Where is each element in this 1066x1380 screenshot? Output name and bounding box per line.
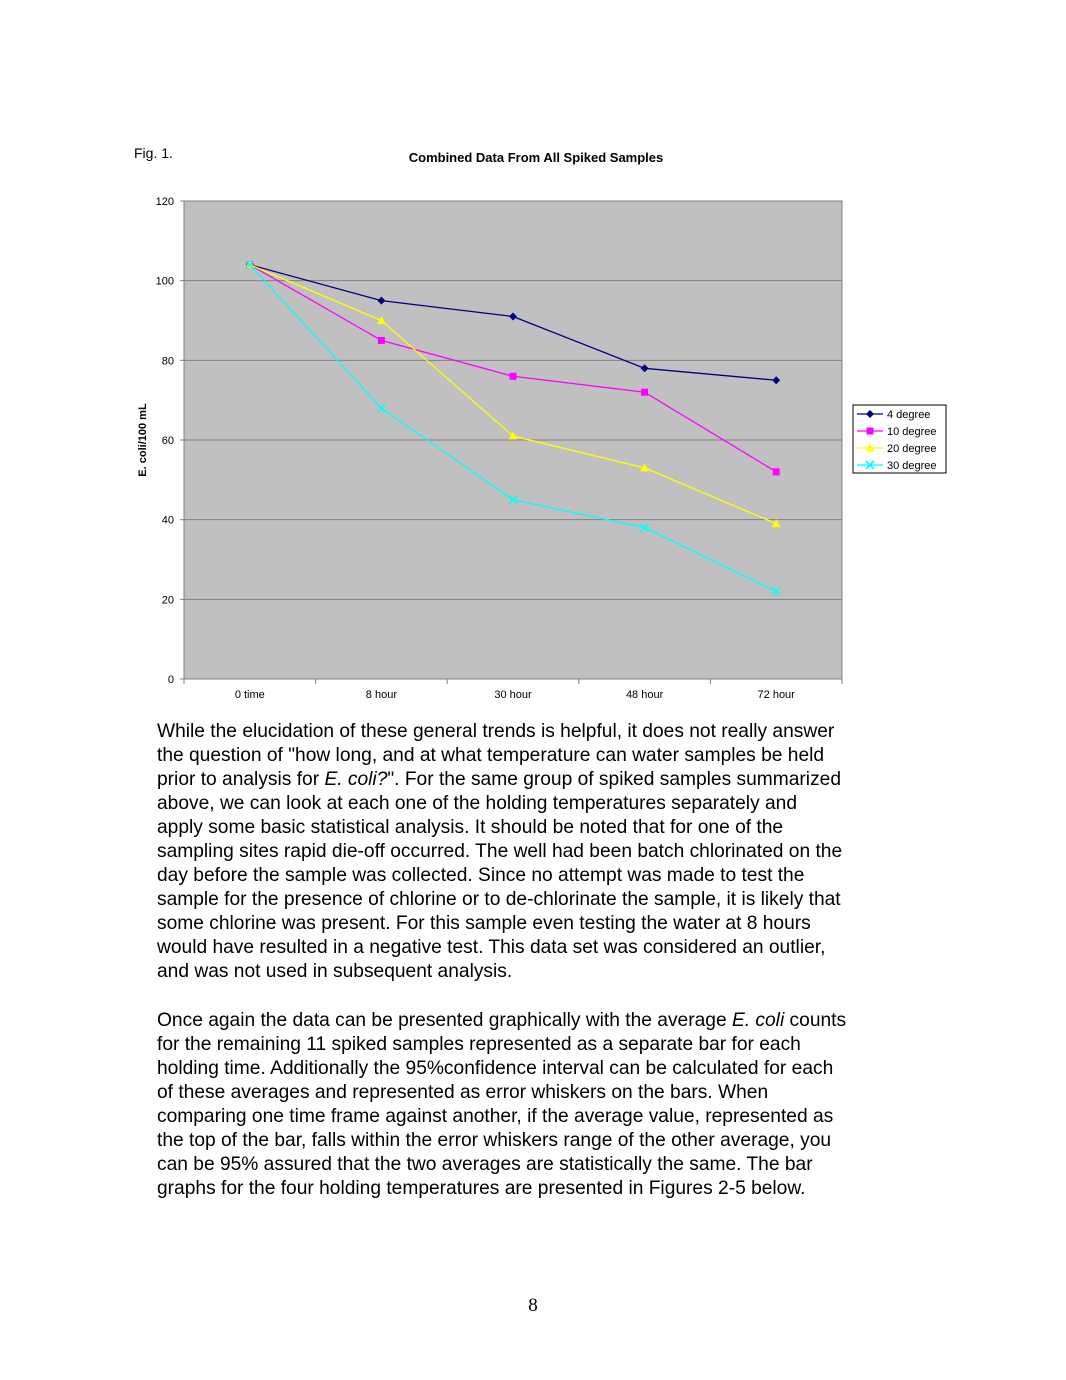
legend-marker-10-degree (867, 428, 874, 435)
legend-label: 10 degree (887, 426, 937, 438)
paragraph-2-line: graphs for the four holding temperatures are presented in Figures 2-5 below. (157, 1178, 806, 1199)
paragraph-1-line: above, we can look at each one of the holding temperatures separately and (157, 793, 798, 814)
legend-label: 30 degree (887, 460, 937, 472)
paragraph-2-line: the top of the bar, falls within the error whiskers range of the other average, you (157, 1130, 832, 1151)
paragraph-2 (157, 1009, 917, 1201)
italic-term: E. coli? (324, 769, 388, 790)
paragraph-1-line: sample for the presence of chlorine or to de-chlorinate the sample, it is likely that (157, 889, 841, 910)
y-axis-label: E. coli/100 mL (137, 403, 149, 477)
y-tick-label: 0 (167, 674, 174, 686)
y-axis (156, 196, 184, 686)
paragraph-1-line: apply some basic statistical analysis. It should be noted that for one of the (157, 817, 784, 838)
chart-title: Combined Data From All Spiked Samples (408, 150, 664, 165)
data-point-10-degree (378, 337, 385, 344)
paragraph-1-line: sampling sites rapid die-off occurred. The well had been batch chlorinated on the (157, 841, 843, 862)
paragraph-1-line: day before the sample was collected. Since no attempt was made to test the (157, 865, 805, 886)
paragraph-2-line: of these averages and represented as error whiskers on the bars. When (157, 1082, 769, 1103)
paragraph-1-line: and was not used in subsequent analysis. (157, 961, 513, 982)
legend-label: 4 degree (887, 409, 931, 421)
paragraph-2-line: comparing one time frame against another, if the average value, represented as (157, 1106, 834, 1127)
paragraph-1-line: some chlorine was present. For this sample even testing the water at 8 hours (157, 913, 811, 934)
x-tick-label: 30 hour (494, 689, 532, 701)
paragraph-1 (157, 720, 917, 984)
figure-label: Fig. 1. (134, 145, 173, 161)
paragraph-2-line: can be 95% assured that the two averages are statistically the same. The bar (157, 1154, 813, 1175)
x-tick-label: 48 hour (625, 689, 664, 701)
x-tick-label: 0 time (234, 689, 265, 701)
paragraph-2-line: for the remaining 11 spiked samples represented as a separate bar for each (157, 1034, 801, 1055)
y-tick-label: 20 (161, 594, 174, 607)
page-number: 8 (528, 1295, 538, 1316)
x-tick-label: 72 hour (757, 689, 795, 701)
legend-label: 20 degree (887, 443, 937, 455)
data-point-10-degree (773, 468, 780, 475)
y-tick-label: 60 (161, 435, 174, 447)
y-tick-label: 100 (155, 275, 174, 288)
y-tick-label: 80 (161, 355, 174, 368)
paragraph-2-line: holding time. Additionally the 95%confidence interval can be calculated for each (157, 1058, 834, 1079)
y-tick-label: 40 (161, 514, 174, 527)
data-point-10-degree (510, 373, 517, 380)
y-tick-label: 120 (155, 196, 174, 208)
data-point-10-degree (641, 389, 648, 396)
paragraph-1-line: prior to analysis for E. coli?". For the same group of spiked samples summarized (157, 769, 842, 790)
italic-term: E. coli (731, 1010, 785, 1031)
paragraph-2-line: Once again the data can be presented graphically with the average E. coli counts (157, 1010, 847, 1031)
chart-legend (853, 405, 946, 473)
paragraph-1-line: the question of "how long, and at what temperature can water samples be held (157, 745, 825, 766)
paragraph-1-line: would have resulted in a negative test. This data set was considered an outlier, (157, 937, 826, 958)
x-tick-label: 8 hour (365, 689, 398, 701)
paragraph-1-line: While the elucidation of these general trends is helpful, it does not really answer (157, 721, 835, 742)
x-axis (184, 679, 842, 701)
